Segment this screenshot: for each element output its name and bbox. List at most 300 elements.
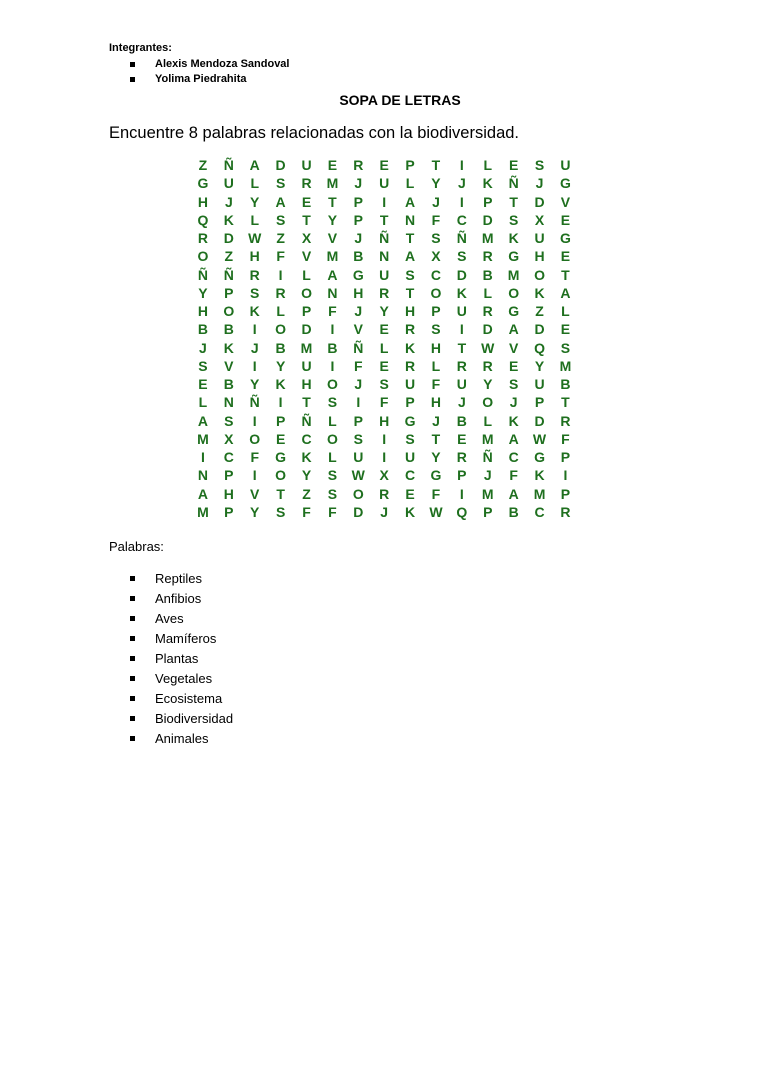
grid-cell: C	[508, 449, 519, 465]
grid-cell: M	[481, 430, 494, 447]
grid-cell: E	[379, 157, 389, 173]
grid-cell: E	[560, 248, 571, 265]
grid-cell: Ñ	[197, 266, 208, 283]
grid-cell: J	[432, 193, 440, 210]
square-bullet-icon	[130, 696, 135, 701]
grid-cell: U	[456, 303, 467, 319]
grid-cell: C	[430, 266, 442, 283]
grid-cell: Z	[224, 248, 234, 265]
grid-cell: Y	[250, 193, 260, 210]
grid-cell: O	[352, 485, 364, 502]
grid-cell: S	[431, 230, 441, 246]
grid-cell: R	[405, 321, 416, 338]
grid-cell: H	[353, 284, 364, 301]
grid-cell: J	[535, 175, 544, 192]
grid-cell: K	[482, 175, 493, 192]
grid-cell: I	[459, 193, 464, 210]
member-name: Yolima Piedrahita	[155, 73, 247, 85]
grid-cell: L	[431, 357, 441, 374]
word-item	[109, 689, 233, 709]
grid-cell: L	[483, 157, 493, 173]
grid-cell: F	[431, 376, 441, 392]
grid-cell: R	[379, 485, 390, 502]
grid-cell: E	[508, 357, 519, 374]
grid-cell: B	[508, 503, 519, 520]
grid-cell: U	[223, 175, 234, 192]
square-bullet-icon	[130, 616, 135, 621]
grid-cell: O	[430, 284, 442, 301]
grid-cell: L	[483, 284, 493, 301]
grid-cell: A	[197, 412, 208, 429]
grid-cell: H	[379, 412, 390, 429]
grid-cell: A	[405, 248, 416, 265]
grid-cell: I	[252, 321, 257, 338]
grid-cell: I	[330, 321, 335, 338]
grid-cell: Y	[327, 211, 338, 228]
grid-cell: S	[275, 503, 286, 520]
grid-cell: U	[560, 157, 571, 173]
grid-cell: D	[223, 230, 234, 246]
grid-cell: T	[431, 430, 441, 447]
grid-cell: M	[481, 485, 494, 502]
grid-cell: P	[353, 211, 363, 228]
grid-cell: I	[278, 394, 283, 411]
grid-cell: F	[250, 449, 259, 465]
grid-cell: X	[224, 430, 234, 447]
word-item	[109, 729, 233, 749]
grid-cell: E	[327, 157, 338, 173]
grid-cell: K	[508, 412, 519, 429]
grid-cell: B	[275, 339, 286, 356]
grid-cell: G	[534, 449, 545, 465]
grid-cell: I	[563, 467, 568, 484]
grid-cell: T	[405, 230, 415, 246]
grid-cell: T	[328, 193, 337, 210]
word-item	[109, 609, 233, 629]
grid-cell: G	[430, 467, 442, 484]
grid-cell: V	[560, 193, 571, 210]
grid-cell: R	[197, 230, 208, 246]
grid-cell: M	[300, 339, 313, 356]
grid-cell: P	[560, 449, 571, 465]
grid-cell: I	[459, 321, 464, 338]
word-label: Plantas	[155, 651, 199, 666]
grid-cell: K	[223, 211, 234, 228]
grid-cell: I	[382, 193, 387, 210]
grid-cell: R	[301, 175, 312, 192]
grid-cell: U	[379, 266, 390, 283]
grid-cell: A	[560, 284, 571, 301]
grid-cell: D	[534, 193, 545, 210]
grid-cell: S	[353, 430, 363, 447]
grid-cell: Z	[276, 230, 285, 246]
grid-cell: W	[429, 503, 443, 520]
word-label: Anfibios	[155, 591, 202, 606]
grid-cell: U	[301, 157, 312, 173]
grid-cell: B	[223, 321, 234, 338]
grid-cell: H	[197, 303, 208, 319]
grid-cell: D	[482, 211, 493, 228]
grid-cell: Y	[431, 175, 441, 192]
grid-cell: S	[431, 321, 441, 338]
grid-cell: H	[534, 248, 545, 265]
grid-cell: W	[481, 339, 495, 356]
grid-cell: I	[201, 449, 205, 465]
grid-cell: P	[457, 467, 467, 484]
grid-cell: S	[457, 248, 467, 265]
grid-cell: P	[275, 412, 286, 429]
grid-cell: P	[405, 157, 415, 173]
page-title: SOPA DE LETRAS	[339, 92, 461, 108]
grid-cell: R	[275, 284, 286, 301]
grid-cell: Y	[275, 357, 286, 374]
grid-cell: W	[532, 430, 547, 447]
grid-cell: F	[509, 467, 518, 484]
grid-cell: B	[223, 376, 234, 392]
grid-cell: R	[456, 449, 467, 465]
grid-cell: E	[275, 430, 286, 447]
grid-cell: P	[483, 193, 493, 210]
grid-cell: Z	[198, 157, 208, 173]
grid-cell: P	[405, 394, 415, 411]
grid-cell: T	[431, 157, 441, 173]
grid-cell: P	[224, 503, 234, 520]
grid-cell: H	[249, 248, 260, 265]
grid-cell: G	[559, 230, 571, 246]
member-name: Alexis Mendoza Sandoval	[155, 58, 290, 70]
words-list	[109, 569, 233, 749]
grid-cell: E	[198, 376, 208, 392]
square-bullet-icon	[130, 736, 135, 741]
grid-cell: L	[328, 449, 337, 465]
grid-cell: Y	[301, 467, 312, 484]
grid-cell: Ñ	[482, 449, 493, 465]
grid-cell: A	[249, 157, 260, 173]
grid-cell: M	[197, 503, 209, 520]
grid-cell: K	[534, 467, 545, 484]
grid-cell: Ñ	[223, 157, 234, 173]
grid-cell: R	[560, 503, 571, 520]
grid-cell: O	[197, 248, 209, 265]
grid-cell: M	[326, 248, 339, 265]
grid-cell: T	[509, 193, 518, 210]
grid-cell: J	[354, 230, 363, 246]
grid-cell: E	[457, 430, 467, 447]
grid-cell: G	[197, 175, 209, 192]
grid-cell: Ñ	[379, 230, 390, 246]
grid-cell: V	[250, 485, 260, 502]
grid-cell: A	[508, 321, 519, 338]
grid-cell: O	[482, 394, 494, 411]
grid-cell: S	[405, 266, 415, 283]
grid-cell: C	[301, 430, 312, 447]
grid-cell: K	[405, 503, 416, 520]
grid-cell: G	[508, 248, 520, 265]
grid-cell: L	[276, 303, 285, 319]
grid-cell: J	[483, 467, 492, 484]
grid-cell: A	[508, 430, 519, 447]
grid-cell: O	[275, 321, 287, 338]
grid-cell: T	[561, 394, 570, 411]
grid-cell: U	[534, 230, 545, 246]
grid-cell: U	[456, 376, 467, 392]
grid-cell: P	[353, 412, 363, 429]
square-bullet-icon	[130, 576, 135, 581]
grid-cell: Y	[250, 376, 260, 392]
grid-cell: N	[405, 211, 416, 228]
grid-cell: P	[224, 467, 234, 484]
grid-cell: O	[508, 284, 520, 301]
grid-cell: W	[248, 230, 262, 246]
grid-cell: L	[198, 394, 208, 411]
grid-cell: S	[379, 376, 389, 392]
grid-cell: Y	[198, 284, 208, 301]
grid-cell: Ñ	[223, 266, 234, 283]
grid-cell: H	[301, 376, 312, 392]
member-item	[109, 57, 289, 72]
grid-cell: P	[224, 284, 234, 301]
grid-cell: L	[302, 266, 311, 283]
grid-cell: O	[326, 376, 338, 392]
grid-cell: Ñ	[301, 412, 312, 429]
square-bullet-icon	[130, 596, 135, 601]
grid-cell: L	[379, 339, 389, 356]
grid-cell: F	[276, 248, 285, 265]
grid-cell: F	[328, 503, 337, 520]
grid-cell: B	[353, 248, 364, 265]
grid-cell: A	[405, 193, 416, 210]
grid-cell: P	[534, 394, 545, 411]
grid-cell: X	[534, 211, 545, 228]
grid-cell: V	[353, 321, 363, 338]
grid-cell: S	[560, 339, 571, 356]
grid-cell: B	[197, 321, 208, 338]
grid-cell: G	[508, 303, 520, 319]
grid-cell: K	[456, 284, 467, 301]
grid-cell: D	[301, 321, 312, 338]
grid-cell: M	[507, 266, 520, 283]
grid-cell: Y	[379, 303, 389, 319]
grid-cell: J	[354, 303, 363, 319]
grid-cell: Q	[197, 211, 209, 228]
grid-cell: Ñ	[353, 339, 364, 356]
grid-cell: F	[431, 485, 441, 502]
members-list	[109, 57, 289, 87]
grid-cell: D	[482, 321, 493, 338]
grid-cell: U	[379, 175, 390, 192]
grid-cell: F	[431, 211, 441, 228]
grid-cell: T	[405, 284, 415, 301]
grid-cell: V	[508, 339, 519, 356]
word-item	[109, 649, 233, 669]
word-label: Reptiles	[155, 571, 202, 586]
grid-cell: S	[508, 376, 519, 392]
grid-cell: A	[508, 485, 519, 502]
grid-cell: D	[353, 503, 364, 520]
grid-cell: H	[430, 394, 442, 411]
grid-cell: S	[534, 157, 545, 173]
grid-cell: S	[224, 412, 234, 429]
grid-cell: X	[301, 230, 312, 246]
grid-cell: L	[561, 303, 570, 319]
grid-cell: H	[405, 303, 416, 319]
grid-cell: T	[302, 394, 311, 411]
grid-cell: R	[405, 357, 416, 374]
grid-cell: K	[534, 284, 545, 301]
grid-cell: T	[276, 485, 285, 502]
grid-cell: J	[250, 339, 259, 356]
grid-cell: P	[301, 303, 312, 319]
grid-cell: J	[457, 394, 466, 411]
grid-cell: U	[301, 357, 312, 374]
member-item	[109, 72, 289, 87]
grid-cell: C	[405, 467, 416, 484]
grid-cell: M	[533, 485, 546, 502]
word-label: Ecosistema	[155, 691, 223, 706]
word-search-grid	[190, 156, 578, 521]
grid-cell: I	[459, 157, 464, 173]
grid-cell: K	[508, 230, 519, 246]
grid-cell: U	[405, 376, 416, 392]
grid-cell: K	[223, 339, 234, 356]
grid-cell: N	[197, 467, 208, 484]
grid-cell: J	[224, 193, 233, 210]
grid-cell: I	[459, 485, 464, 502]
grid-cell: R	[482, 303, 493, 319]
word-label: Mamíferos	[155, 631, 217, 646]
word-label: Vegetales	[155, 671, 213, 686]
word-item	[109, 709, 233, 729]
grid-cell: I	[330, 357, 335, 374]
grid-cell: Z	[535, 303, 544, 319]
grid-cell: G	[275, 449, 287, 465]
grid-cell: T	[457, 339, 467, 356]
word-item	[109, 569, 233, 589]
grid-cell: F	[561, 430, 570, 447]
grid-cell: L	[250, 175, 259, 192]
grid-cell: B	[560, 376, 571, 392]
grid-cell: P	[483, 503, 493, 520]
grid-cell: U	[534, 376, 545, 392]
grid-cell: R	[249, 266, 260, 283]
grid-cell: Y	[483, 376, 493, 392]
square-bullet-icon	[130, 656, 135, 661]
grid-cell: N	[327, 284, 338, 301]
grid-cell: G	[404, 412, 416, 429]
grid-cell: T	[379, 211, 389, 228]
grid-cell: X	[431, 248, 441, 265]
grid-cell: O	[534, 266, 545, 283]
grid-cell: E	[301, 193, 312, 210]
grid-cell: N	[223, 394, 234, 411]
grid-cell: S	[508, 211, 519, 228]
grid-cell: R	[482, 248, 493, 265]
grid-cell: I	[382, 449, 387, 465]
grid-cell: T	[561, 266, 570, 283]
grid-cell: Y	[431, 449, 441, 465]
grid-cell: H	[197, 193, 208, 210]
grid-cell: U	[353, 449, 364, 465]
grid-cell: B	[456, 412, 467, 429]
grid-cell: S	[327, 394, 338, 411]
grid-cell: D	[275, 157, 286, 173]
grid-cell: J	[432, 412, 440, 429]
square-bullet-icon	[130, 62, 135, 67]
grid-cell: M	[481, 230, 494, 246]
grid-cell: R	[353, 157, 364, 173]
word-label: Aves	[155, 611, 184, 626]
grid-cell: E	[508, 157, 519, 173]
grid-cell: F	[379, 394, 389, 411]
grid-cell: L	[250, 211, 259, 228]
grid-cell: O	[275, 467, 287, 484]
grid-cell: G	[559, 175, 571, 192]
grid-cell: Y	[250, 503, 260, 520]
grid-cell: O	[301, 284, 312, 301]
grid-cell: B	[482, 266, 493, 283]
members-label: Integrantes:	[109, 42, 172, 54]
grid-cell: S	[250, 284, 260, 301]
grid-cell: R	[560, 412, 571, 429]
grid-cell: L	[405, 175, 415, 192]
grid-cell: A	[197, 485, 208, 502]
words-label: Palabras:	[109, 539, 164, 554]
grid-cell: F	[302, 503, 311, 520]
grid-cell: J	[457, 175, 466, 192]
grid-cell: D	[534, 412, 545, 429]
grid-cell: Ñ	[508, 175, 519, 192]
grid-cell: E	[560, 321, 571, 338]
grid-cell: F	[354, 357, 363, 374]
grid-cell: I	[382, 430, 387, 447]
grid-cell: V	[224, 357, 234, 374]
word-item	[109, 589, 233, 609]
grid-cell: U	[405, 449, 416, 465]
grid-cell: P	[353, 193, 363, 210]
grid-cell: Z	[302, 485, 311, 502]
grid-cell: R	[482, 357, 493, 374]
square-bullet-icon	[130, 676, 135, 681]
grid-cell: W	[351, 467, 365, 484]
square-bullet-icon	[130, 77, 135, 82]
grid-cell: L	[483, 412, 493, 429]
grid-cell: V	[301, 248, 312, 265]
grid-cell: H	[223, 485, 234, 502]
grid-cell: S	[275, 175, 286, 192]
grid-cell: E	[379, 357, 389, 374]
grid-cell: J	[380, 503, 389, 520]
grid-cell: F	[328, 303, 337, 319]
word-label: Animales	[155, 731, 209, 746]
grid-cell: S	[405, 430, 415, 447]
grid-cell: D	[456, 266, 467, 283]
grid-cell: E	[560, 211, 571, 228]
grid-cell: G	[352, 266, 364, 283]
grid-cell: H	[430, 339, 442, 356]
grid-cell: N	[379, 248, 390, 265]
grid-cell: O	[249, 430, 261, 447]
grid-cell: D	[534, 321, 545, 338]
grid-cell: K	[249, 303, 260, 319]
grid-cell: R	[456, 357, 467, 374]
grid-cell: V	[327, 230, 338, 246]
grid-cell: Q	[534, 339, 545, 356]
grid-cell: J	[354, 175, 363, 192]
square-bullet-icon	[130, 636, 135, 641]
grid-cell: M	[326, 175, 339, 192]
grid-cell: R	[379, 284, 390, 301]
grid-cell: C	[223, 449, 234, 465]
